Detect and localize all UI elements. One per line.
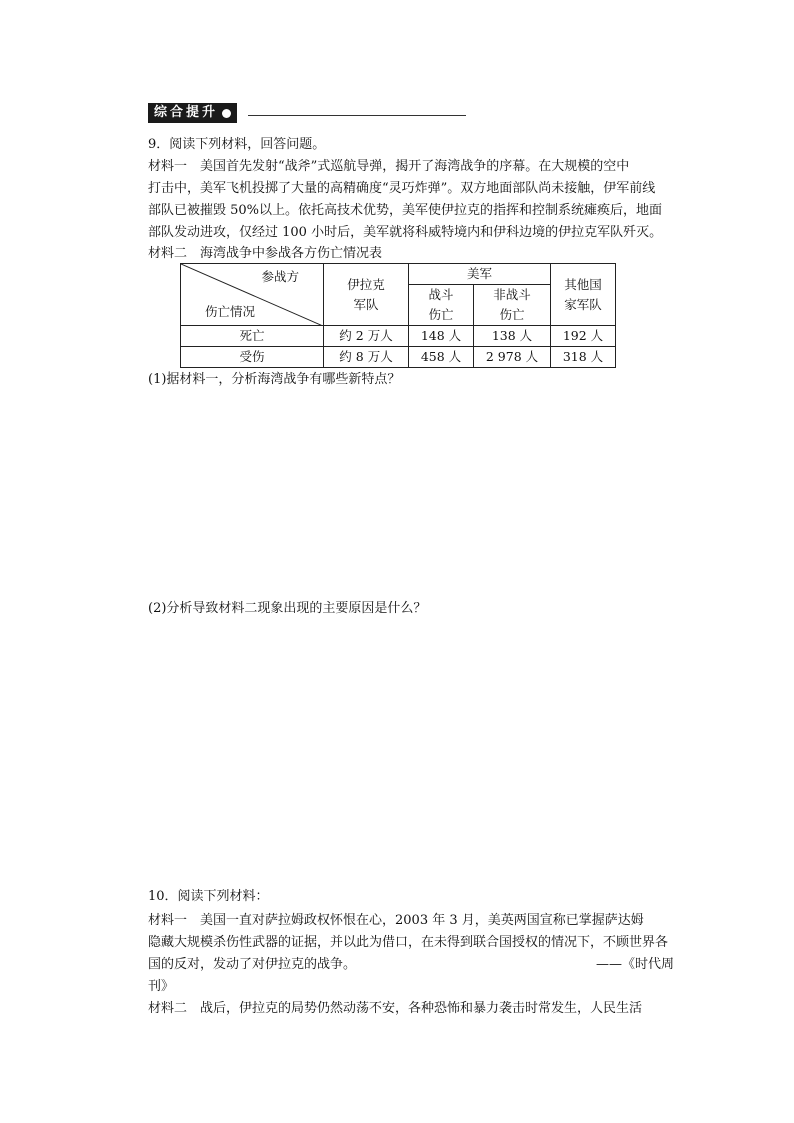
q9-material1-line-3: 部队已被摧毁 50%以上。依托高技术优势，美军使伊拉克的指挥和控制系统瘫痪后，地面 — [148, 203, 663, 218]
table-row-injuries — [181, 347, 616, 368]
q10-material2-line-1: 材料二 战后，伊拉克的局势仍然动荡不安，各种恐怖和暴力袭击时常发生，人民生活 — [148, 1001, 643, 1016]
q10-material1-line-2: 隐藏大规模杀伤性武器的证据，并以此为借口，在未得到联合国授权的情况下，不顾世界各 — [148, 935, 669, 950]
q9-material1-line-2: 打击中，美军飞机投掷了大量的高精确度“灵巧炸弹”。双方地面部队尚未接触，伊军前线 — [148, 181, 656, 196]
section-banner-label: 综合提升 — [148, 103, 237, 123]
q10-source-continued: 刊》 — [148, 979, 175, 994]
q9-material1-line-4: 部队发动进攻，仅经过 100 小时后，美军就将科威特境内和伊科边境的伊拉克军队歼灭。 — [148, 225, 663, 240]
corner-header-participants: 参战方 — [261, 269, 299, 284]
header-us-combat: 战斗 伤亡 — [409, 285, 474, 326]
cell-us-noncombat: 2 978 人 — [474, 347, 551, 368]
header-us-noncombat: 非战斗 伤亡 — [474, 285, 551, 326]
cell-us-combat: 148 人 — [409, 326, 474, 347]
q10-material1-text: 国的反对，发动了对伊拉克的战争。 — [148, 957, 357, 972]
corner-header-casualties: 伤亡情况 — [205, 304, 256, 319]
header-us-army: 美军 — [409, 264, 551, 285]
q9-title: 9．阅读下列材料，回答问题。 — [148, 137, 326, 152]
cell-iraq: 约 2 万人 — [324, 326, 409, 347]
q10-material1-line-1: 材料一 美国一直对萨拉姆政权怀恨在心，2003 年 3 月，美英两国宣称已掌握萨达姆 — [148, 913, 644, 928]
cell-iraq: 约 8 万人 — [324, 347, 409, 368]
table-corner-cell — [181, 264, 324, 326]
bullet-dot-icon — [222, 109, 231, 118]
cell-us-noncombat: 138 人 — [474, 326, 551, 347]
cell-other: 192 人 — [551, 326, 616, 347]
q9-sub-question-1: (1)据材料一，分析海湾战争有哪些新特点？ — [148, 372, 401, 387]
row-label: 受伤 — [181, 347, 324, 368]
q9-sub-question-2: (2)分析导致材料二现象出现的主要原因是什么？ — [148, 601, 427, 616]
q10-title: 10．阅读下列材料： — [148, 889, 269, 904]
table-row-deaths — [181, 326, 616, 347]
section-banner — [148, 103, 237, 123]
q10-source: ——《时代周 — [595, 957, 674, 972]
row-label: 死亡 — [181, 326, 324, 347]
cell-us-combat: 458 人 — [409, 347, 474, 368]
banner-rule — [248, 115, 466, 116]
cell-other: 318 人 — [551, 347, 616, 368]
q10-material1-line-3 — [148, 954, 674, 976]
q9-material1-line-1: 材料一 美国首先发射“战斧”式巡航导弹，揭开了海湾战争的序幕。在大规模的空中 — [148, 159, 630, 174]
casualty-table — [180, 263, 616, 368]
header-other-armies: 其他国 家军队 — [551, 264, 616, 326]
q9-material2-caption: 材料二 海湾战争中参战各方伤亡情况表 — [148, 246, 383, 261]
header-iraq-army: 伊拉克 军队 — [324, 264, 409, 326]
